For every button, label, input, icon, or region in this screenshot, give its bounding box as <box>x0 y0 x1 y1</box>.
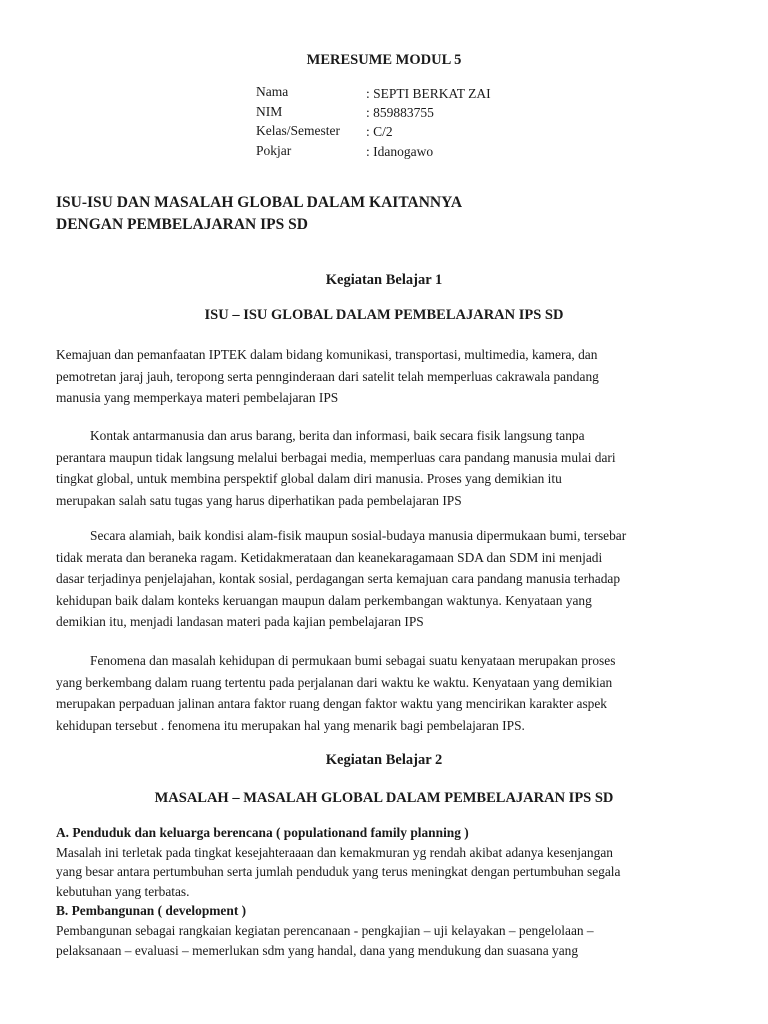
kb1-paragraph-2 <box>56 425 716 511</box>
main-title-line-1: ISU-ISU DAN MASALAH GLOBAL DALAM KAITANNYA <box>56 194 463 211</box>
kb2-heading: Kegiatan Belajar 2 <box>325 752 443 768</box>
identity-label-name: Nama <box>256 84 289 99</box>
paragraph-line: Secara alamiah, baik kondisi alam-fisik maupun sosial-budaya manusia dipermukaan bumi, tersebar <box>90 528 627 543</box>
document-title: MERESUME MODUL 5 <box>306 52 462 68</box>
paragraph-line: kebutuhan yang terbatas. <box>56 883 190 899</box>
identity-value-class: : C/2 <box>366 124 393 139</box>
main-title-line-2: DENGAN PEMBELAJARAN IPS SD <box>56 216 308 233</box>
identity-label-nim: NIM <box>256 104 283 119</box>
paragraph-line: kehidupan baik dalam konteks keruangan maupun dalam perkembangan waktunya. Kenyataan yang <box>56 592 592 608</box>
kb1-paragraph-1 <box>56 344 716 409</box>
paragraph-line: manusia yang memperkaya materi pembelajaran IPS <box>56 390 339 405</box>
paragraph-line: yang besar antara pertumbuhan serta jumlah penduduk yang terus meningkat dengan pertumbuhan segala <box>56 864 621 880</box>
kb2-subtitle: MASALAH – MASALAH GLOBAL DALAM PEMBELAJARAN IPS SD <box>154 790 614 806</box>
paragraph-line: dasar terjadinya penjelajahan, kontak sosial, perdagangan serta kemajuan cara pandang manusia terhadap <box>56 571 621 586</box>
paragraph-line: Kontak antarmanusia dan arus barang, berita dan informasi, baik secara fisik langsung tanpa <box>90 428 585 443</box>
paragraph-line: pelaksanaan – evaluasi – memerlukan sdm yang handal, dana yang mendukung dan suasana yang <box>56 942 579 958</box>
kb2-section-a <box>56 823 726 960</box>
paragraph-line: tidak merata dan beraneka ragam. Ketidakmerataan dan keanekaragamaan SDA dan SDM ini menjadi <box>56 549 603 565</box>
kb1-paragraph-4 <box>56 650 716 736</box>
identity-value-nim: : 859883755 <box>366 105 434 120</box>
kb1-subtitle: ISU – ISU GLOBAL DALAM PEMBELAJARAN IPS SD <box>204 307 564 323</box>
section-b-heading: B. Pembangunan ( development ) <box>56 903 247 919</box>
section-a-heading: A. Penduduk dan keluarga berencana ( populationand family planning ) <box>56 825 469 840</box>
paragraph-line: Kemajuan dan pemanfaatan IPTEK dalam bidang komunikasi, transportasi, multimedia, kamera, dan <box>56 347 598 362</box>
identity-value-name: : SEPTI BERKAT ZAI <box>366 86 491 101</box>
paragraph-line: pemotretan jaraj jauh, teropong serta pennginderaan dari satelit telah memperluas cakrawala pandang <box>56 368 599 384</box>
paragraph-line: merupakan perpaduan jalinan antara faktor ruang dengan faktor waktu yang mencirikan karakter aspek <box>56 696 608 711</box>
paragraph-line: merupakan salah satu tugas yang harus diperhatikan pada pembelajaran IPS <box>56 492 462 508</box>
paragraph-line: perantara maupun tidak langsung melalui berbagai media, memperluas cara pandang manusia mulai dari <box>56 449 616 465</box>
paragraph-line: kehidupan tersebut . fenomena itu merupakan hal yang menarik bagi pembelajaran IPS. <box>56 717 525 733</box>
paragraph-line: yang berkembang dalam ruang tertentu pada perjalanan dari waktu ke waktu. Kenyataan yang demikian <box>56 674 613 690</box>
paragraph-line: tingkat global, untuk membina perspektif global dalam diri manusia. Proses yang demikian itu <box>56 471 562 486</box>
paragraph-line: Pembangunan sebagai rangkaian kegiatan perencanaan - pengkajian – uji kelayakan – pengelolaan – <box>56 922 594 938</box>
identity-value-pokjar: : Idanogawo <box>366 144 434 159</box>
kb1-heading: Kegiatan Belajar 1 <box>325 272 443 288</box>
identity-label-class: Kelas/Semester <box>256 123 340 138</box>
paragraph-line: Fenomena dan masalah kehidupan di permukaan bumi sebagai suatu kenyataan merupakan proses <box>90 653 616 668</box>
identity-label-pokjar: Pokjar <box>256 143 292 158</box>
paragraph-line: demikian itu, menjadi landasan materi pada kajian pembelajaran IPS <box>56 614 424 629</box>
kb1-paragraph-3 <box>56 525 716 633</box>
paragraph-line: Masalah ini terletak pada tingkat kesejahteraaan dan kemakmuran yg rendah akibat adanya kesenjangan <box>56 844 613 860</box>
